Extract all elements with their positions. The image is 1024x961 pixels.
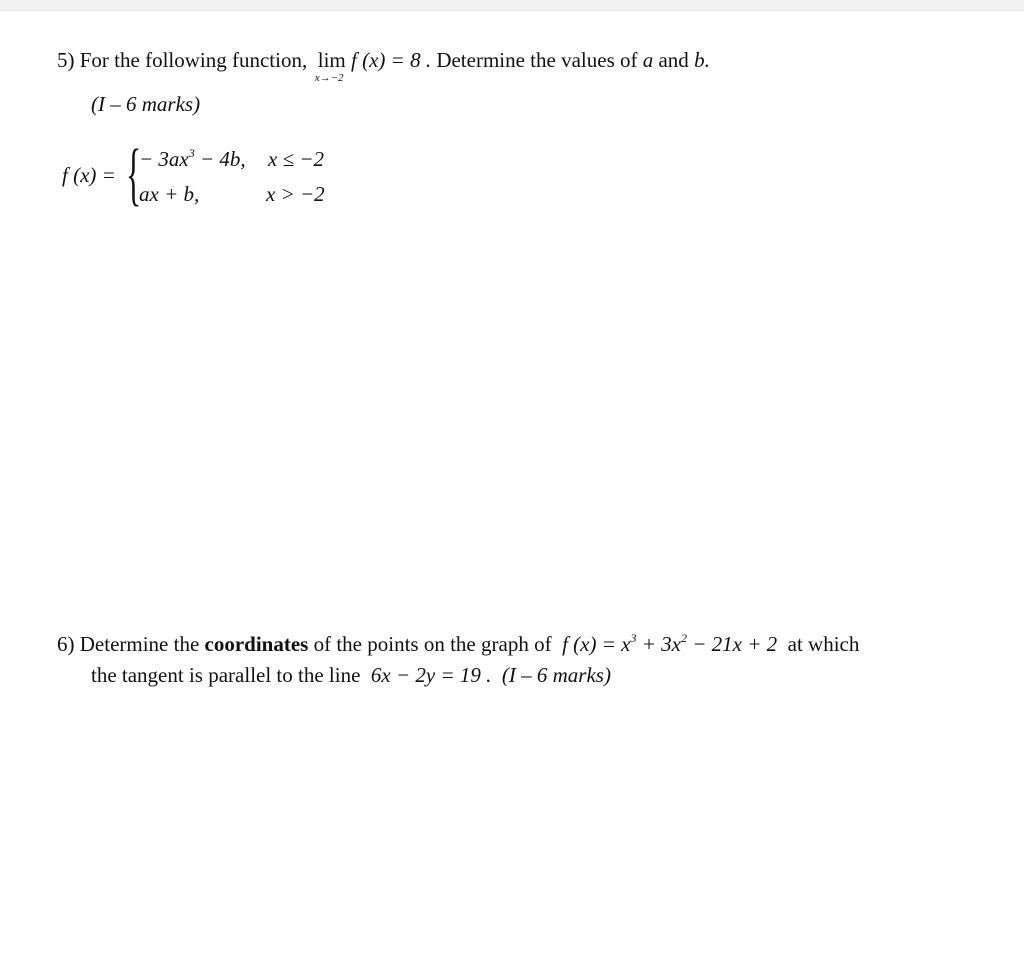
function-pre: f (x) = x [562,632,631,656]
piecewise-label-text: f (x) = [62,163,116,187]
case-2-condition [266,182,325,207]
question-6-text-b: of the points on the graph of [313,632,552,656]
top-bar [0,0,1024,11]
question-6-text-c: at which [787,632,860,656]
limit-word: lim [317,48,346,72]
function-exponent-3: 3 [630,631,637,645]
question-5-line [57,47,710,84]
case-2-expression [139,182,199,207]
case-1-condition [268,147,324,172]
limit-expression: f (x) = 8 . [351,48,432,72]
question-6-line-2 [91,662,611,688]
case-1-expr-pre: − 3ax [139,147,189,171]
case-2-expression-text: ax + b, [139,182,200,206]
question-5-number: 5) [57,48,75,72]
case-2-condition-text: x > −2 [266,182,325,206]
case-1-expression [139,147,246,172]
question-5-marks-text: (I – 6 marks) [91,92,201,116]
question-5-text-b: Determine the values of [436,48,638,72]
question-6-line-2-text: the tangent is parallel to the line [91,663,361,687]
and-word: and [658,48,689,72]
variable-a: a [642,48,654,72]
question-6-line-1 [57,631,859,660]
function-exponent-2: 2 [680,631,687,645]
limit-subscript: x→−2 [314,72,344,84]
question-6-function [562,632,777,656]
question-5-marks [91,91,200,117]
function-post: − 21x + 2 [686,632,778,656]
case-1-expr-post: − 4b, [194,147,246,171]
question-6-text-a: Determine the [79,632,200,656]
function-mid: + 3x [636,632,681,656]
question-6-bold-word: coordinates [204,632,309,656]
variable-b: b. [694,48,710,72]
line-equation: 6x − 2y = 19 . [370,663,492,687]
question-5-text-a: For the following function, [79,48,308,72]
piecewise-label [62,163,116,188]
limit-operator [314,47,346,84]
case-1-exponent: 3 [188,146,195,160]
case-1-condition-text: x ≤ −2 [268,147,325,171]
left-brace: { [126,136,142,213]
question-6-marks: (I – 6 marks) [501,663,611,687]
question-6-number: 6) [57,632,75,656]
